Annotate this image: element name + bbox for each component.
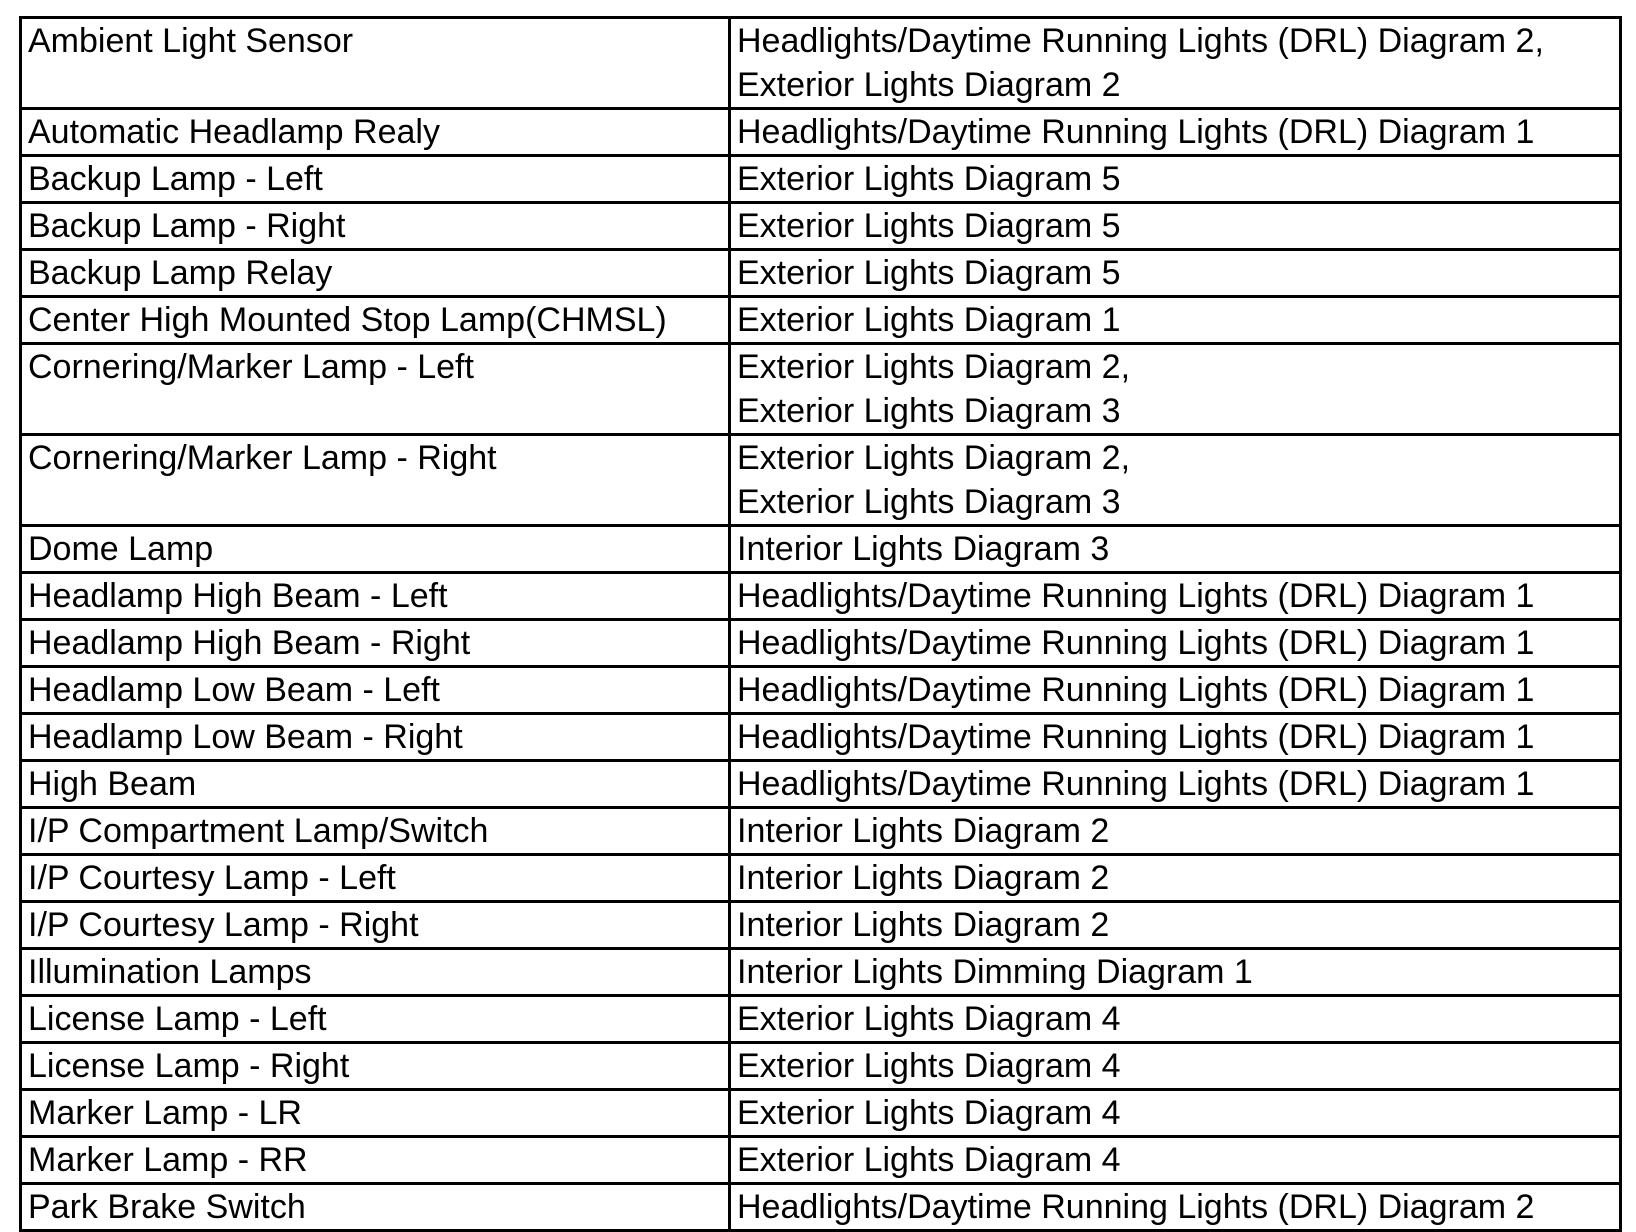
diagram-reference: Interior Lights Diagram 3 bbox=[737, 530, 1110, 568]
component-name: Illumination Lamps bbox=[28, 953, 312, 991]
component-name: Headlamp Low Beam - Right bbox=[28, 718, 463, 756]
diagram-reference: Interior Lights Diagram 2 bbox=[737, 906, 1110, 944]
diagram-reference: Exterior Lights Diagram 4 bbox=[737, 1000, 1121, 1038]
diagram-reference: Exterior Lights Diagram 4 bbox=[737, 1141, 1121, 1179]
table-row bbox=[21, 435, 1621, 526]
component-cell bbox=[21, 667, 730, 714]
component-name: Headlamp Low Beam - Left bbox=[28, 671, 440, 709]
table-row bbox=[21, 297, 1621, 344]
diagram-reference: Exterior Lights Diagram 2, bbox=[737, 439, 1131, 477]
diagram-cell bbox=[730, 714, 1621, 761]
table-row bbox=[21, 620, 1621, 667]
component-cell bbox=[21, 526, 730, 573]
table-row bbox=[21, 109, 1621, 156]
table-row bbox=[21, 250, 1621, 297]
table-row bbox=[21, 714, 1621, 761]
component-cell bbox=[21, 1043, 730, 1090]
component-name: Backup Lamp Relay bbox=[28, 254, 333, 292]
table-row bbox=[21, 667, 1621, 714]
component-cell bbox=[21, 1090, 730, 1137]
diagram-reference: Headlights/Daytime Running Lights (DRL) Diagram 1 bbox=[737, 113, 1535, 151]
diagram-cell bbox=[730, 18, 1621, 109]
diagram-reference: Headlights/Daytime Running Lights (DRL) Diagram 1 bbox=[737, 624, 1535, 662]
component-cell bbox=[21, 435, 730, 526]
component-name: High Beam bbox=[28, 765, 197, 803]
diagram-reference: Exterior Lights Diagram 4 bbox=[737, 1047, 1121, 1085]
diagram-cell bbox=[730, 1043, 1621, 1090]
component-name: Center High Mounted Stop Lamp(CHMSL) bbox=[28, 301, 667, 339]
component-cell bbox=[21, 855, 730, 902]
component-cell bbox=[21, 109, 730, 156]
diagram-reference: Exterior Lights Diagram 5 bbox=[737, 160, 1121, 198]
diagram-reference: Headlights/Daytime Running Lights (DRL) Diagram 1 bbox=[737, 765, 1535, 803]
diagram-cell bbox=[730, 1184, 1621, 1231]
diagram-reference: Exterior Lights Diagram 2, bbox=[737, 348, 1131, 386]
component-cell bbox=[21, 344, 730, 435]
table-row bbox=[21, 526, 1621, 573]
diagram-cell bbox=[730, 620, 1621, 667]
component-name: Cornering/Marker Lamp - Right bbox=[28, 439, 497, 477]
table-row bbox=[21, 1137, 1621, 1184]
diagram-cell bbox=[730, 203, 1621, 250]
table-row bbox=[21, 573, 1621, 620]
table-row bbox=[21, 996, 1621, 1043]
component-name: Headlamp High Beam - Left bbox=[28, 577, 448, 615]
component-cell bbox=[21, 1184, 730, 1231]
component-cell bbox=[21, 573, 730, 620]
diagram-reference: Interior Lights Diagram 2 bbox=[737, 859, 1110, 897]
component-name: Ambient Light Sensor bbox=[28, 22, 354, 60]
table-row bbox=[21, 808, 1621, 855]
table-row bbox=[21, 949, 1621, 996]
component-name: Backup Lamp - Right bbox=[28, 207, 346, 245]
component-name: Automatic Headlamp Realy bbox=[28, 113, 440, 151]
diagram-cell bbox=[730, 344, 1621, 435]
component-cell bbox=[21, 902, 730, 949]
table-row bbox=[21, 203, 1621, 250]
component-name: Backup Lamp - Left bbox=[28, 160, 323, 198]
component-diagram-table bbox=[19, 16, 1622, 1232]
diagram-cell bbox=[730, 808, 1621, 855]
diagram-reference: Exterior Lights Diagram 3 bbox=[737, 392, 1121, 430]
diagram-reference: Exterior Lights Diagram 2 bbox=[737, 66, 1121, 104]
diagram-cell bbox=[730, 526, 1621, 573]
diagram-reference: Exterior Lights Diagram 1 bbox=[737, 301, 1121, 339]
diagram-reference: Headlights/Daytime Running Lights (DRL) Diagram 2 bbox=[737, 1188, 1535, 1226]
component-name: Dome Lamp bbox=[28, 530, 214, 568]
component-cell bbox=[21, 808, 730, 855]
diagram-cell bbox=[730, 996, 1621, 1043]
diagram-cell bbox=[730, 156, 1621, 203]
diagram-reference: Headlights/Daytime Running Lights (DRL) Diagram 1 bbox=[737, 577, 1535, 615]
diagram-cell bbox=[730, 435, 1621, 526]
diagram-cell bbox=[730, 855, 1621, 902]
component-name: I/P Courtesy Lamp - Right bbox=[28, 906, 419, 944]
component-cell bbox=[21, 620, 730, 667]
table-row bbox=[21, 344, 1621, 435]
table-row bbox=[21, 761, 1621, 808]
table-row bbox=[21, 18, 1621, 109]
component-cell bbox=[21, 714, 730, 761]
component-name: Headlamp High Beam - Right bbox=[28, 624, 471, 662]
component-name: I/P Courtesy Lamp - Left bbox=[28, 859, 396, 897]
table-body bbox=[21, 18, 1621, 1231]
diagram-reference: Exterior Lights Diagram 3 bbox=[737, 483, 1121, 521]
table-row bbox=[21, 156, 1621, 203]
table-row bbox=[21, 1090, 1621, 1137]
table-row bbox=[21, 1184, 1621, 1231]
diagram-reference: Headlights/Daytime Running Lights (DRL) Diagram 2, bbox=[737, 22, 1544, 60]
component-cell bbox=[21, 761, 730, 808]
component-cell bbox=[21, 18, 730, 109]
diagram-reference: Headlights/Daytime Running Lights (DRL) Diagram 1 bbox=[737, 718, 1535, 756]
diagram-cell bbox=[730, 949, 1621, 996]
component-name: License Lamp - Right bbox=[28, 1047, 350, 1085]
diagram-cell bbox=[730, 297, 1621, 344]
diagram-reference: Interior Lights Diagram 2 bbox=[737, 812, 1110, 850]
component-name: License Lamp - Left bbox=[28, 1000, 327, 1038]
table-row bbox=[21, 902, 1621, 949]
diagram-reference: Exterior Lights Diagram 5 bbox=[737, 254, 1121, 292]
component-cell bbox=[21, 297, 730, 344]
diagram-cell bbox=[730, 573, 1621, 620]
component-cell bbox=[21, 996, 730, 1043]
component-name: Park Brake Switch bbox=[28, 1188, 306, 1226]
component-name: Cornering/Marker Lamp - Left bbox=[28, 348, 474, 386]
component-cell bbox=[21, 203, 730, 250]
diagram-cell bbox=[730, 667, 1621, 714]
diagram-reference: Interior Lights Dimming Diagram 1 bbox=[737, 953, 1253, 991]
diagram-reference: Exterior Lights Diagram 5 bbox=[737, 207, 1121, 245]
diagram-cell bbox=[730, 1090, 1621, 1137]
diagram-cell bbox=[730, 1137, 1621, 1184]
diagram-cell bbox=[730, 109, 1621, 156]
component-cell bbox=[21, 1137, 730, 1184]
component-cell bbox=[21, 949, 730, 996]
diagram-cell bbox=[730, 761, 1621, 808]
diagram-reference: Headlights/Daytime Running Lights (DRL) Diagram 1 bbox=[737, 671, 1535, 709]
diagram-reference: Exterior Lights Diagram 4 bbox=[737, 1094, 1121, 1132]
diagram-cell bbox=[730, 250, 1621, 297]
component-cell bbox=[21, 156, 730, 203]
component-name: I/P Compartment Lamp/Switch bbox=[28, 812, 489, 850]
table-row bbox=[21, 1043, 1621, 1090]
diagram-cell bbox=[730, 902, 1621, 949]
component-name: Marker Lamp - RR bbox=[28, 1141, 308, 1179]
component-name: Marker Lamp - LR bbox=[28, 1094, 302, 1132]
component-cell bbox=[21, 250, 730, 297]
table-row bbox=[21, 855, 1621, 902]
